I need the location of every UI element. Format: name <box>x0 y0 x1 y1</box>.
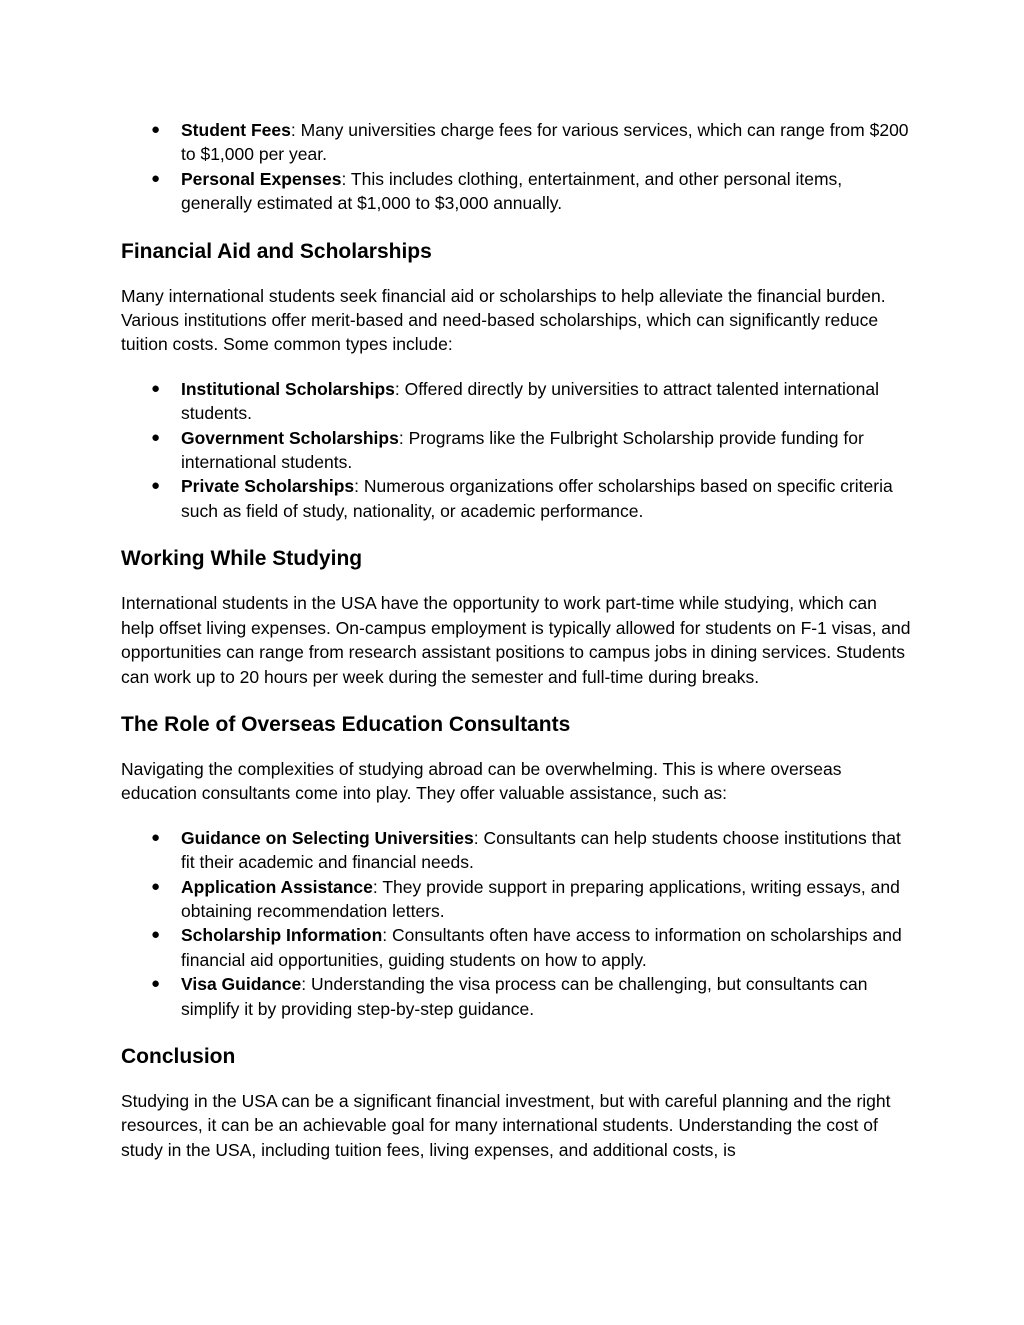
bullet-icon: ● <box>151 926 161 944</box>
list-item-term: Student Fees <box>181 120 291 140</box>
list-item <box>121 167 911 216</box>
list-item <box>121 972 911 1021</box>
list-item-text: : This includes clothing, entertainment, and other personal items, generally estimated at $1,000 to $3,000 annually. <box>181 168 843 214</box>
list-item <box>121 875 911 924</box>
list-item-term: Visa Guidance <box>181 974 302 995</box>
bullet-icon: ● <box>151 379 161 397</box>
list-item-text: : They provide support in preparing applications, writing essays, and obtaining recommendation letters. <box>181 876 900 921</box>
list-item-term: Institutional Scholarships <box>181 378 395 399</box>
bullet-icon: ● <box>151 828 161 846</box>
list-item-text: : Consultants often have access to information on scholarships and financial aid opportunities, guiding students on how to apply. <box>181 925 902 970</box>
list-item-text: : Numerous organizations offer scholarships based on specific criteria such as field of study, nationality, or academic performance. <box>181 476 893 521</box>
section-heading: Working While Studying <box>121 547 363 571</box>
section-heading: The Role of Overseas Education Consultants <box>121 712 571 736</box>
list-item-text: : Offered directly by universities to attract talented international students. <box>181 378 880 424</box>
list-item <box>121 923 911 972</box>
section-heading: Financial Aid and Scholarships <box>121 239 432 263</box>
list-item-text: : Consultants can help students choose institutions that fit their academic and financial needs. <box>181 827 901 873</box>
document-page <box>121 118 911 1162</box>
bullet-icon: ● <box>151 169 161 187</box>
list-item-text: : Many universities charge fees for various services, which can range from $200 to $1,000 per year. <box>181 120 909 165</box>
bullet-icon: ● <box>151 121 161 138</box>
section-heading: Conclusion <box>121 1044 236 1068</box>
section-paragraph: Many international students seek financial aid or scholarships to help alleviate the financial burden. Various institutions offer merit-based and need-based scholarships, which can significantly reduce tuition costs. Some common types include: <box>121 285 886 355</box>
list-item-text: : Programs like the Fulbright Scholarship provide funding for international students. <box>181 427 864 473</box>
list-item <box>121 826 911 875</box>
scholarships-list <box>121 377 911 523</box>
list-item-term: Government Scholarships <box>181 427 399 448</box>
bullet-icon: ● <box>151 428 161 446</box>
bullet-icon: ● <box>151 877 161 895</box>
section-paragraph: International students in the USA have the opportunity to work part-time while studying, which can help offset living expenses. On-campus employment is typically allowed for students on F-1 visas, and opportunities can range from research assistant positions to campus jobs in dining services. Students can work up to 20 hours per week during the semester and full-time during breaks. <box>121 593 911 687</box>
section-paragraph: Navigating the complexities of studying abroad can be overwhelming. This is where overseas education consultants come into play. They offer valuable assistance, such as: <box>121 758 842 804</box>
list-item-text: : Understanding the visa process can be challenging, but consultants can simplify it by providing step-by-step guidance. <box>181 974 868 1019</box>
bullet-icon: ● <box>151 975 161 993</box>
list-item-term: Application Assistance <box>181 876 373 897</box>
list-item-term: Scholarship Information <box>181 925 383 946</box>
list-item <box>121 426 911 475</box>
list-item <box>121 118 911 167</box>
list-item-term: Private Scholarships <box>181 476 355 497</box>
list-item <box>121 377 911 426</box>
section-paragraph: Studying in the USA can be a significant financial investment, but with careful planning and the right resources, it can be an achievable goal for many international students. Understanding the cost of study in the USA, including tuition fees, living expenses, and additional costs, is <box>121 1090 891 1160</box>
list-item <box>121 474 911 523</box>
consultants-list <box>121 826 911 1021</box>
bullet-icon: ● <box>151 477 161 495</box>
list-item-term: Guidance on Selecting Universities <box>181 827 474 848</box>
list-item-term: Personal Expenses <box>181 168 342 189</box>
costs-list <box>121 118 911 216</box>
